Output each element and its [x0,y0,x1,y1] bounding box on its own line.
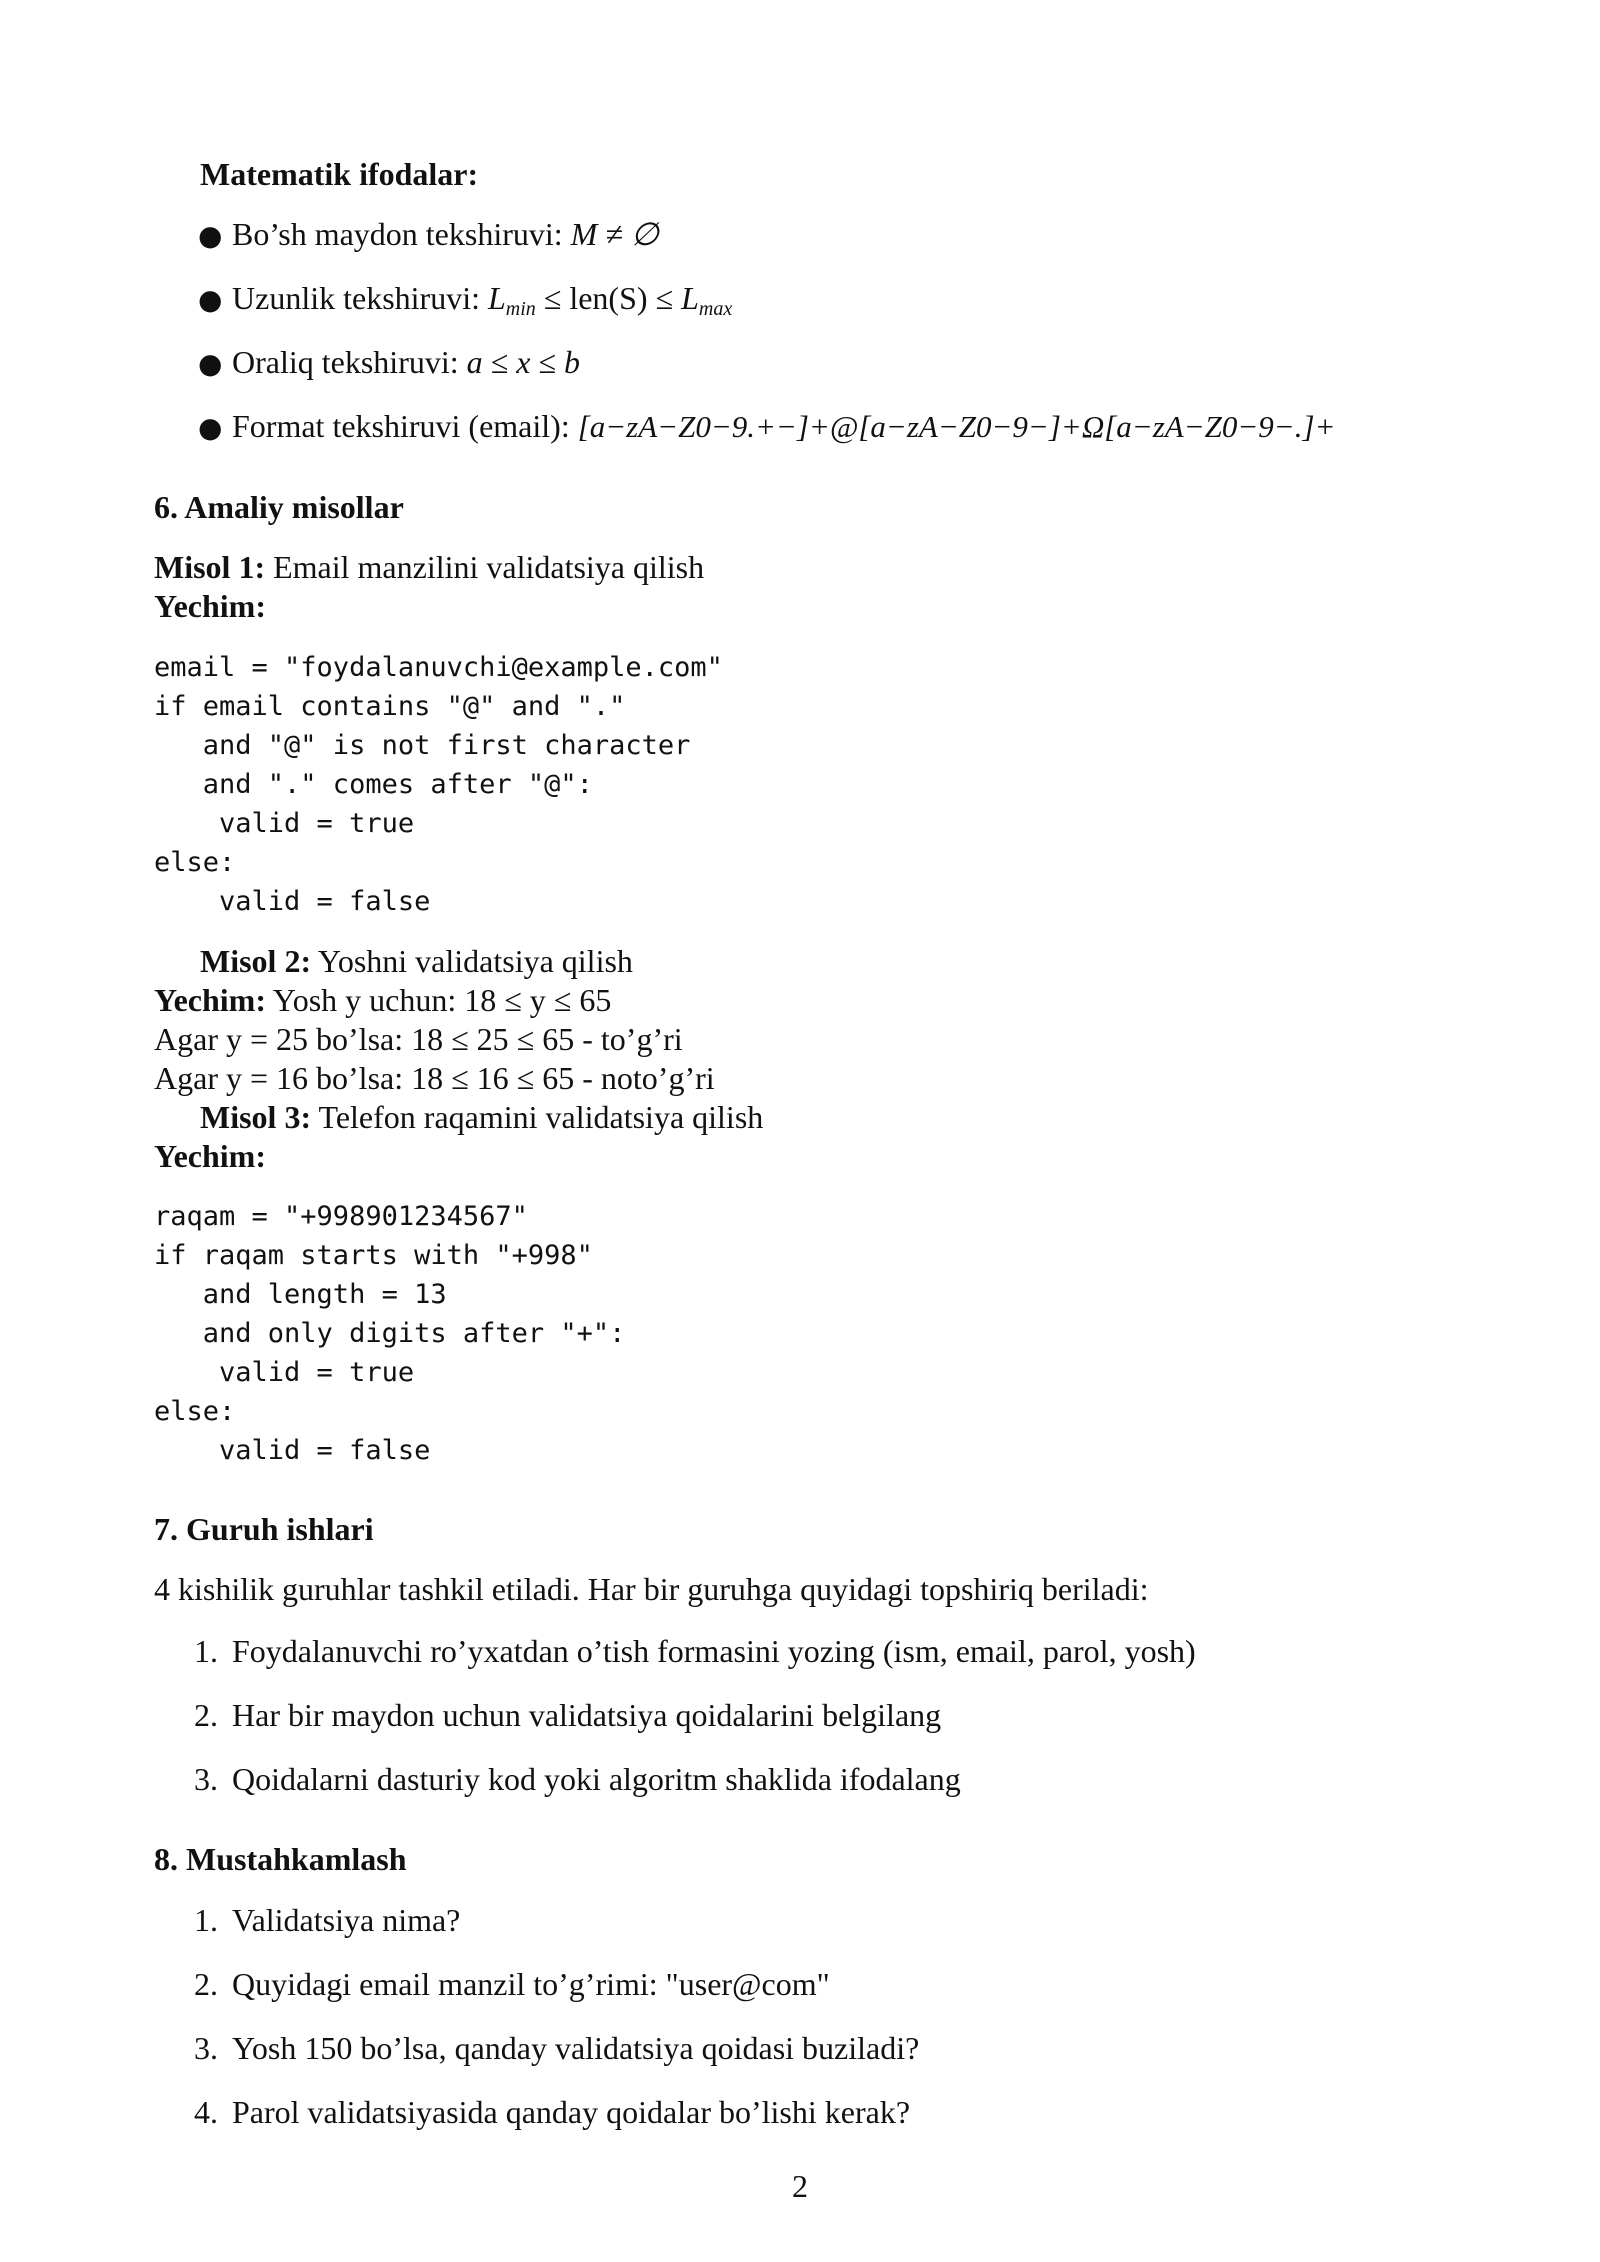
bullet-icon: ● [198,347,223,380]
list-item: Foydalanuvchi ro’yxatdan o’tish formasini yozing (ism, email, parol, yosh) [232,1633,1196,1669]
math-formula: M ≠ ∅ [570,216,659,252]
bullet-icon: ● [198,219,223,252]
section-7-intro: 4 kishilik guruhlar tashkil etiladi. Har bir guruhga quyidagi topshiriq beriladi: [154,1571,1149,1607]
math-item-format-check: Format tekshiruvi (email): [a−zA−Z0−9.+−]+@[a−zA−Z0−9−]+Ω[a−zA−Z0−9−.]+ [232,408,1336,444]
math-item-empty-check: Bo’sh maydon tekshiruvi: M ≠ ∅ [232,216,659,252]
example-3-solution-label: Yechim: [154,1138,266,1174]
list-item: Quyidagi email manzil to’g’rimi: "user@com" [232,1966,830,2002]
example-1-code-block: email = "foydalanuvchi@example.com" if email contains "@" and "." and "@" is not first character and "." comes after "@": valid = true else: valid = false [154,652,723,917]
section-6-heading: 6. Amaliy misollar [154,489,404,525]
math-heading: Matematik ifodalar: [200,156,479,192]
section-8-heading: 8. Mustahkamlash [154,1841,407,1877]
list-item: Parol validatsiyasida qanday qoidalar bo’lishi kerak? [232,2094,911,2130]
list-item-number: 3. [194,1761,218,1797]
list-item: Validatsiya nima? [232,1902,461,1938]
example-3-title: Misol 3: Telefon raqamini validatsiya qilish [200,1099,764,1135]
bullet-icon: ● [198,411,223,444]
list-item-number: 3. [194,2030,218,2066]
section-7-heading: 7. Guruh ishlari [154,1511,374,1547]
list-item-number: 2. [194,1697,218,1733]
example-2-title: Misol 2: Yoshni validatsiya qilish [200,943,633,979]
list-item: Yosh 150 bo’lsa, qanday validatsiya qoidasi buziladi? [232,2030,920,2066]
list-item-number: 4. [194,2094,218,2130]
example-1-solution-label: Yechim: [154,588,266,624]
example-2-line-a: Agar y = 25 bo’lsa: 18 ≤ 25 ≤ 65 - to’g’ri [154,1021,683,1057]
list-item-number: 2. [194,1966,218,2002]
example-1-title: Misol 1: Email manzilini validatsiya qilish [154,549,705,585]
bullet-icon: ● [198,283,223,316]
list-item-number: 1. [194,1902,218,1938]
example-2-solution: Yechim: Yosh y uchun: 18 ≤ y ≤ 65 [154,982,612,1018]
example-3-code-block: raqam = "+998901234567" if raqam starts with "+998" and length = 13 and only digits after "+": valid = true else: valid = false [154,1201,626,1466]
list-item: Har bir maydon uchun validatsiya qoidalarini belgilang [232,1697,942,1733]
list-item-number: 1. [194,1633,218,1669]
math-item-length-check: Uzunlik tekshiruvi: $L_{min} \le len(S) \le L_{max}$ [232,280,733,320]
page-number: 2 [792,2168,808,2204]
math-item-range-check: Oraliq tekshiruvi: a ≤ x ≤ b [232,344,580,380]
example-2-line-b: Agar y = 16 bo’lsa: 18 ≤ 16 ≤ 65 - noto’g’ri [154,1060,715,1096]
list-item: Qoidalarni dasturiy kod yoki algoritm shaklida ifodalang [232,1761,961,1797]
